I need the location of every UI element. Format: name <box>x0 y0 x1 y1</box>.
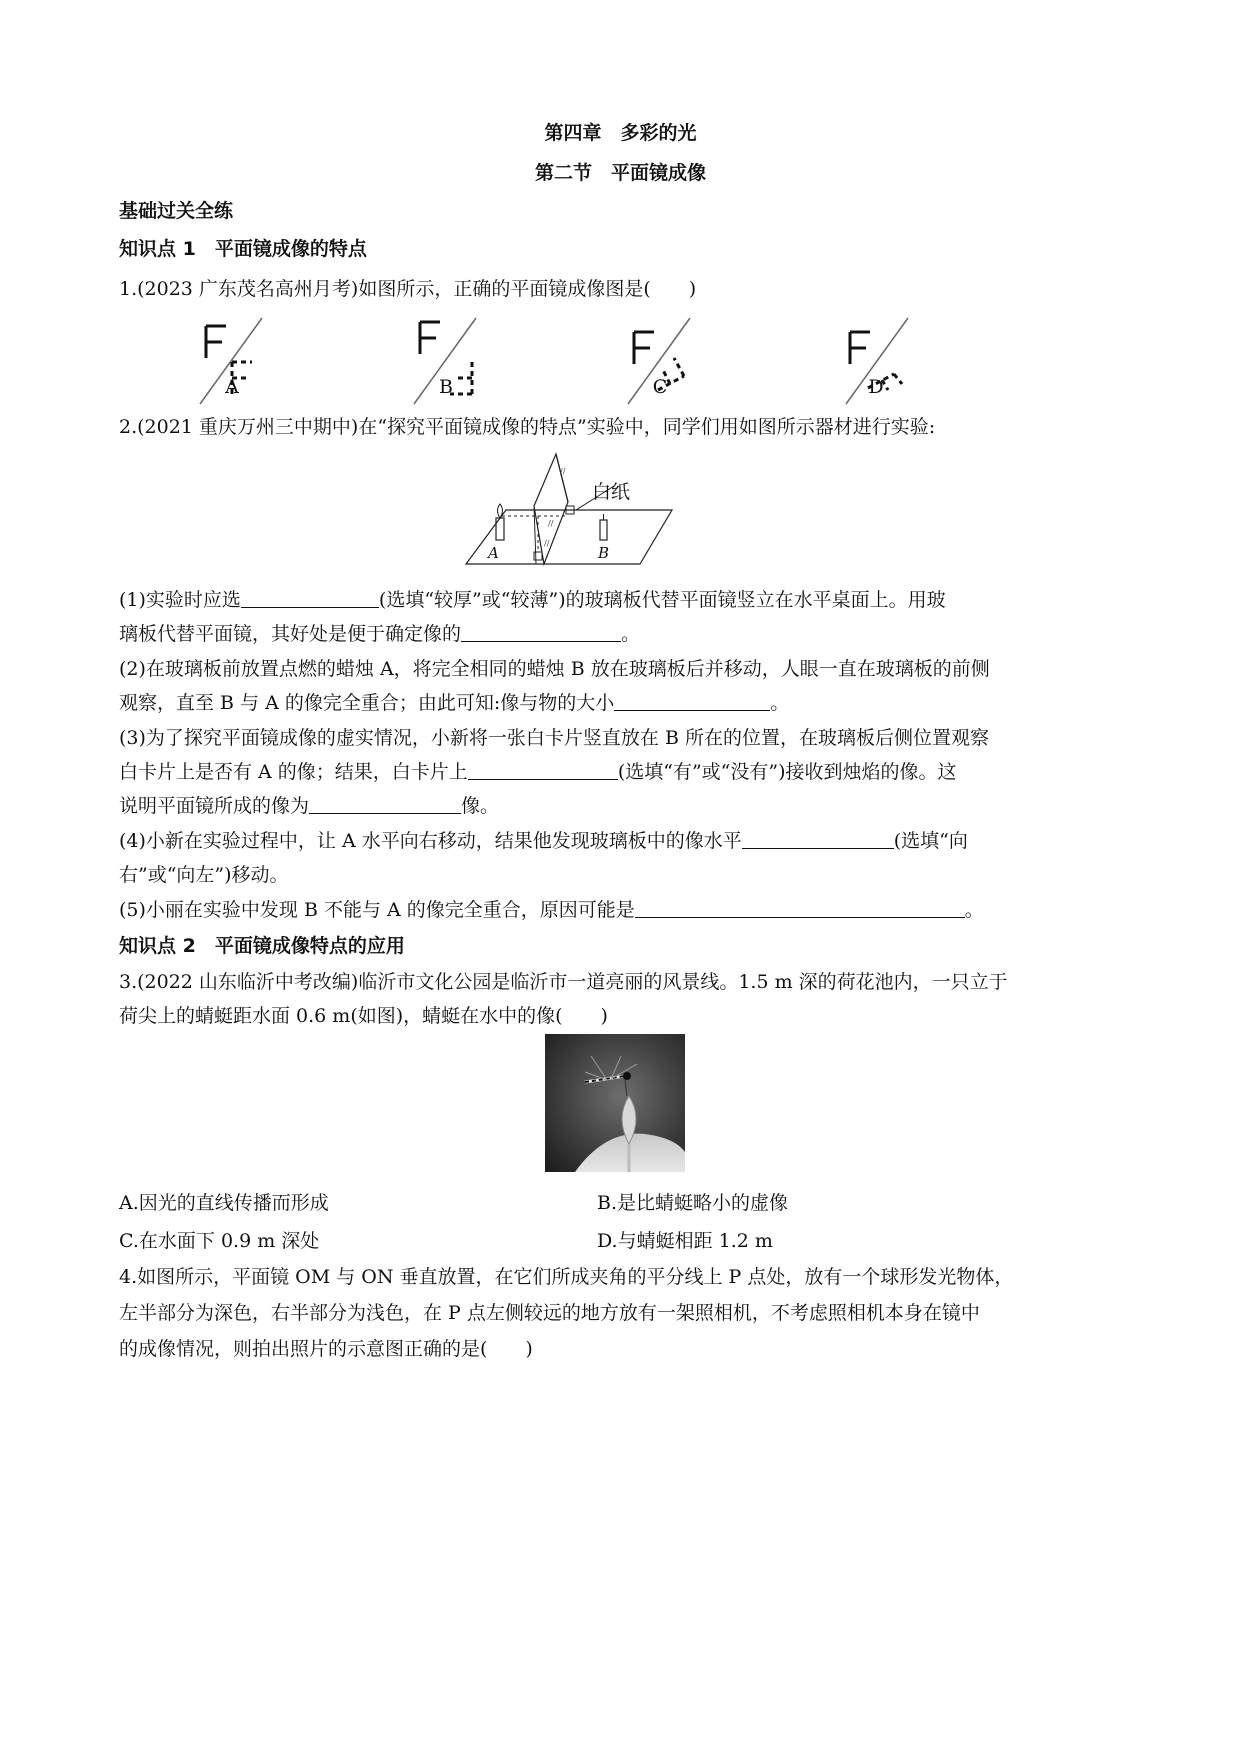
section-title: 第二节 平面镜成像 <box>534 162 706 184</box>
q3-option-c: C.在水面下 0.9 m 深处 <box>119 1230 320 1252</box>
q1-option-b-label: B <box>439 376 453 398</box>
q2-part5-blank[interactable] <box>635 897 965 918</box>
q3-dragonfly-photo <box>545 1034 685 1172</box>
q4-line2: 左半部分为深色，右半部分为浅色，在 P 点左侧较远的地方放有一架照相机，不考虑照相机本身在镜中 <box>119 1302 980 1324</box>
q4-line1: 4.如图所示，平面镜 OM 与 ON 垂直放置，在它们所成夹角的平分线上 P 点处，放有一个球形发光物体， <box>119 1266 1014 1288</box>
q2-part4-line1 <box>119 828 968 854</box>
q1-stem: 1.(2023 广东茂名高州月考)如图所示，正确的平面镜成像图是( ) <box>119 278 697 300</box>
q2-part4-text-b: (选填“向 <box>893 830 968 852</box>
svg-text://: // <box>548 519 554 528</box>
q2-part5-text-b: 。 <box>964 899 984 921</box>
q3-option-a: A.因光的直线传播而形成 <box>119 1192 329 1214</box>
q2-part3-line1: (3)为了探究平面镜成像的虚实情况，小新将一张白卡片竖直放在 B 所在的位置，在玻璃板后侧位置观察 <box>119 727 989 749</box>
q2-part2-line1: (2)在玻璃板前放置点燃的蜡烛 A，将完全相同的蜡烛 B 放在玻璃板后并移动，人眼一直在玻璃板的前侧 <box>119 658 990 680</box>
q2-part2-text-b: 观察，直至 B 与 A 的像完全重合；由此可知:像与物的大小 <box>119 692 615 714</box>
q2-part4-text-a: (4)小新在实验过程中，让 A 水平向右移动，结果他发现玻璃板中的像水平 <box>119 830 742 852</box>
knowledge-point-2: 知识点 2 平面镜成像特点的应用 <box>119 935 405 957</box>
q2-part1-text-b: (选填“较厚”或“较薄”)的玻璃板代替平面镜竖立在水平桌面上。用玻 <box>378 589 946 611</box>
q3-option-b: B.是比蜻蜓略小的虚像 <box>597 1192 789 1214</box>
q2-part4-line2: 右”或“向左”)移动。 <box>119 864 289 886</box>
q2-part1-blank2[interactable] <box>461 621 621 642</box>
q2-part3-text-c: (选填“有”或“没有”)接收到烛焰的像。这 <box>617 761 957 783</box>
q1-option-a-figure <box>200 318 270 418</box>
q1-option-b-figure <box>414 318 484 418</box>
q2-part3-text-e: 像。 <box>461 795 500 817</box>
q2-part1-text-c: 璃板代替平面镜，其好处是便于确定像的 <box>119 623 462 645</box>
svg-text://: // <box>560 467 566 476</box>
q2-part5-line <box>119 897 984 923</box>
q2-part3-text-d: 说明平面镜所成的像为 <box>119 795 310 817</box>
q2-part3-blank2[interactable] <box>309 793 461 814</box>
q2-part1-line2 <box>119 621 640 647</box>
q2-part1-text-a: (1)实验时应选 <box>119 589 241 611</box>
q1-option-d-figure <box>842 318 912 418</box>
q2-part3-text-b: 白卡片上是否有 A 的像；结果，白卡片上 <box>119 761 468 783</box>
q1-option-c-label: C <box>652 376 668 398</box>
q2-part1-line1 <box>119 587 946 613</box>
q4-line3: 的成像情况，则拍出照片的示意图正确的是( ) <box>119 1338 533 1360</box>
q2-paper-label: 白纸 <box>592 481 631 503</box>
q3-line2: 荷尖上的蜻蜓距水面 0.6 m(如图)，蜻蜓在水中的像( ) <box>119 1005 608 1027</box>
q2-candle-a-label: A <box>488 544 499 562</box>
q2-part4-blank[interactable] <box>742 828 894 849</box>
q2-experiment-figure <box>460 446 720 570</box>
chapter-title: 第四章 多彩的光 <box>544 122 697 144</box>
q2-part1-blank1[interactable] <box>241 587 379 608</box>
q1-option-d-label: D <box>868 376 884 398</box>
q1-option-a-label: A <box>225 376 239 398</box>
q2-part3-blank1[interactable] <box>468 759 618 780</box>
exercise-heading: 基础过关全练 <box>119 200 234 222</box>
q2-part2-line2 <box>119 690 789 716</box>
svg-text://: // <box>544 539 550 548</box>
q2-part5-text-a: (5)小丽在实验中发现 B 不能与 A 的像完全重合，原因可能是 <box>119 899 635 921</box>
q2-part1-text-d: 。 <box>621 623 641 645</box>
knowledge-point-1: 知识点 1 平面镜成像的特点 <box>119 238 367 260</box>
q2-part3-line3 <box>119 793 499 819</box>
q2-stem: 2.(2021 重庆万州三中期中)在“探究平面镜成像的特点”实验中，同学们用如图所示器材进行实验: <box>119 416 936 438</box>
q2-candle-b-label: B <box>598 544 610 562</box>
q3-option-d: D.与蜻蜓相距 1.2 m <box>597 1230 773 1252</box>
q2-part2-text-c: 。 <box>770 692 790 714</box>
q3-line1: 3.(2022 山东临沂中考改编)临沂市文化公园是临沂市一道亮丽的风景线。1.5 m 深的荷花池内，一只立于 <box>119 971 1008 993</box>
q1-option-c-figure <box>628 318 698 418</box>
q2-part2-blank[interactable] <box>614 690 770 711</box>
q2-part3-line2 <box>119 759 957 785</box>
